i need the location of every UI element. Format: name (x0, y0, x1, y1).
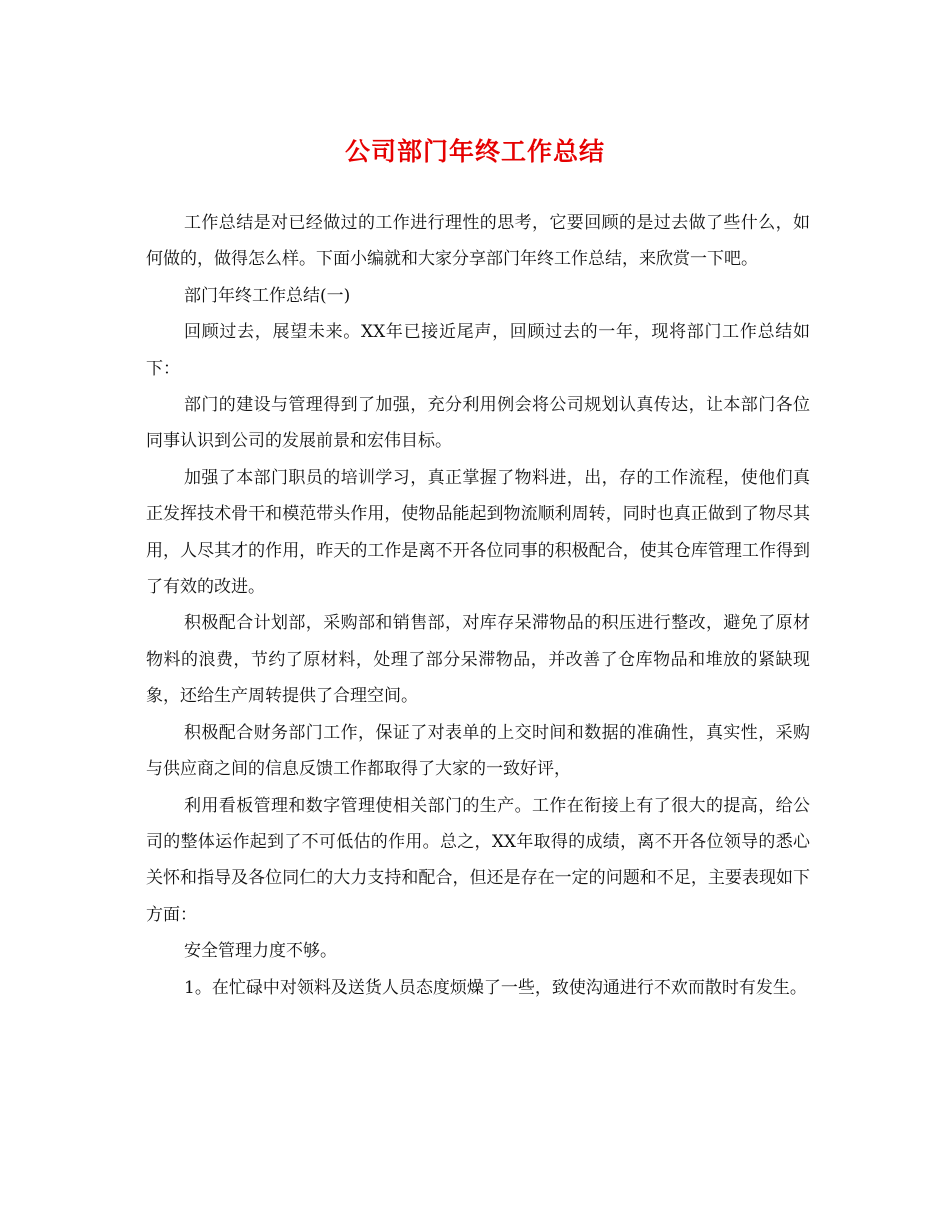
paragraph-training: 加强了本部门职员的培训学习，真正掌握了物料进，出，存的工作流程，使他们真正发挥技术骨干和模范带头作用，使物品能起到物流顺利周转，同时也真正做到了物尽其用，人尽其才的作用，昨天的工作是离不开各位同事的积极配合，使其仓库管理工作得到了有效的改进。 (146, 467, 810, 598)
paragraph-inventory: 积极配合计划部，采购部和销售部，对库存呆滞物品的积压进行整改，避免了原材物料的浪费，节约了原材料，处理了部分呆滞物品，并改善了仓库物品和堆放的紧缺现象，还给生产周转提供了合理空间。 (146, 613, 810, 707)
paragraph-kanban: 利用看板管理和数字管理使相关部门的生产。工作在衔接上有了很大的提高，给公司的整体运作起到了不可低估的作用。总之，XX年取得的成绩，离不开各位领导的悉心关怀和指导及各位同仁的大力支持和配合，但还是存在一定的问题和不足，主要表现如下方面： (146, 795, 810, 925)
document-title: 公司部门年终工作总结 (344, 137, 605, 166)
paragraph-review: 回顾过去，展望未来。XX年已接近尾声，回顾过去的一年，现将部门工作总结如下： (146, 322, 810, 379)
paragraph-department-building: 部门的建设与管理得到了加强，充分利用例会将公司规划认真传达，让本部门各位同事认识到公司的发展前景和宏伟目标。 (146, 395, 810, 452)
paragraph-intro: 工作总结是对已经做过的工作进行理性的思考，它要回顾的是过去做了些什么，如何做的，做得怎么样。下面小编就和大家分享部门年终工作总结，来欣赏一下吧。 (146, 213, 810, 270)
document-body (146, 205, 810, 1006)
paragraph-finance: 积极配合财务部门工作，保证了对表单的上交时间和数据的准确性，真实性，采购与供应商之间的信息反馈工作都取得了大家的一致好评， (146, 722, 810, 780)
paragraph-safety: 安全管理力度不够。 (184, 941, 337, 962)
paragraph-section-heading: 部门年终工作总结(一) (184, 285, 351, 306)
paragraph-issue-1: 1。在忙碌中对领料及送货人员态度烦燥了一些，致使沟通进行不欢而散时有发生。 (184, 977, 807, 998)
